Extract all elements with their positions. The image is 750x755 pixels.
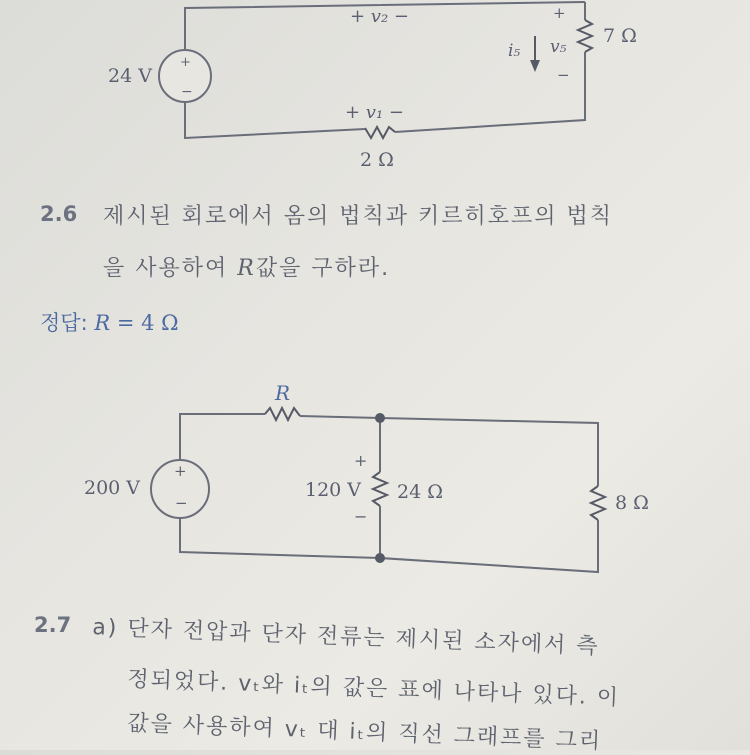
line2-prefix: 을 사용하여: [103, 256, 238, 281]
middle-circuit: [84, 381, 649, 572]
problem-2-6-number: 2.6: [40, 202, 78, 226]
middle-v-minus: −: [354, 507, 368, 526]
answer-var: R: [94, 311, 111, 335]
middle-source-plus: +: [174, 462, 187, 480]
top-v2-label: + v₂ −: [350, 6, 409, 27]
top-v5-plus: +: [553, 4, 566, 22]
bottom-node-dot: [375, 553, 385, 563]
line2-suffix: 값을 구하라.: [255, 256, 391, 281]
top-i5-label: i₅: [508, 41, 521, 61]
problem-2-7-line2: 정되었다. vₜ와 iₜ의 값은 표에 나타나 있다. 이: [126, 666, 621, 711]
top-source-plus: +: [180, 55, 191, 70]
top-source-label: 24 V: [108, 65, 152, 87]
problem-2-7-line3: 값을 사용하여 vₜ 대 iₜ의 직선 그래프를 그리: [126, 710, 603, 755]
top-r-right-label: 7 Ω: [603, 25, 637, 47]
resistor-R-label: R: [275, 381, 291, 405]
line2-var: R: [237, 256, 256, 281]
problem-2-7-number: 2.7: [34, 613, 72, 637]
problem-2-6-answer: [40, 307, 179, 337]
top-v5-minus: −: [557, 66, 570, 84]
middle-r-8-label: 8 Ω: [615, 492, 649, 514]
problem-2-6-line1: 제시된 회로에서 옴의 법칙과 키르히호프의 법칙: [103, 204, 614, 229]
top-i5-arrowhead: [530, 60, 540, 72]
middle-source-label: 200 V: [84, 477, 141, 499]
answer-value: = 4 Ω: [110, 311, 179, 335]
problem-2-6-line2: [103, 251, 390, 282]
top-circuit: [108, 2, 637, 171]
top-v1-label: + v₁ −: [345, 102, 404, 123]
middle-voltage-label: 120 V: [305, 479, 362, 501]
middle-source-minus: −: [175, 494, 188, 512]
top-source-minus: −: [181, 84, 193, 100]
middle-r-24-label: 24 Ω: [397, 481, 443, 503]
problem-2-7-line1: a) 단자 전압과 단자 전류는 제시된 소자에서 측: [91, 614, 600, 660]
top-r-bottom-label: 2 Ω: [360, 149, 394, 171]
middle-v-plus: +: [354, 451, 368, 470]
answer-label: 정답:: [40, 311, 88, 335]
top-node-dot: [375, 413, 385, 423]
top-v5-label: v₅: [550, 37, 567, 57]
